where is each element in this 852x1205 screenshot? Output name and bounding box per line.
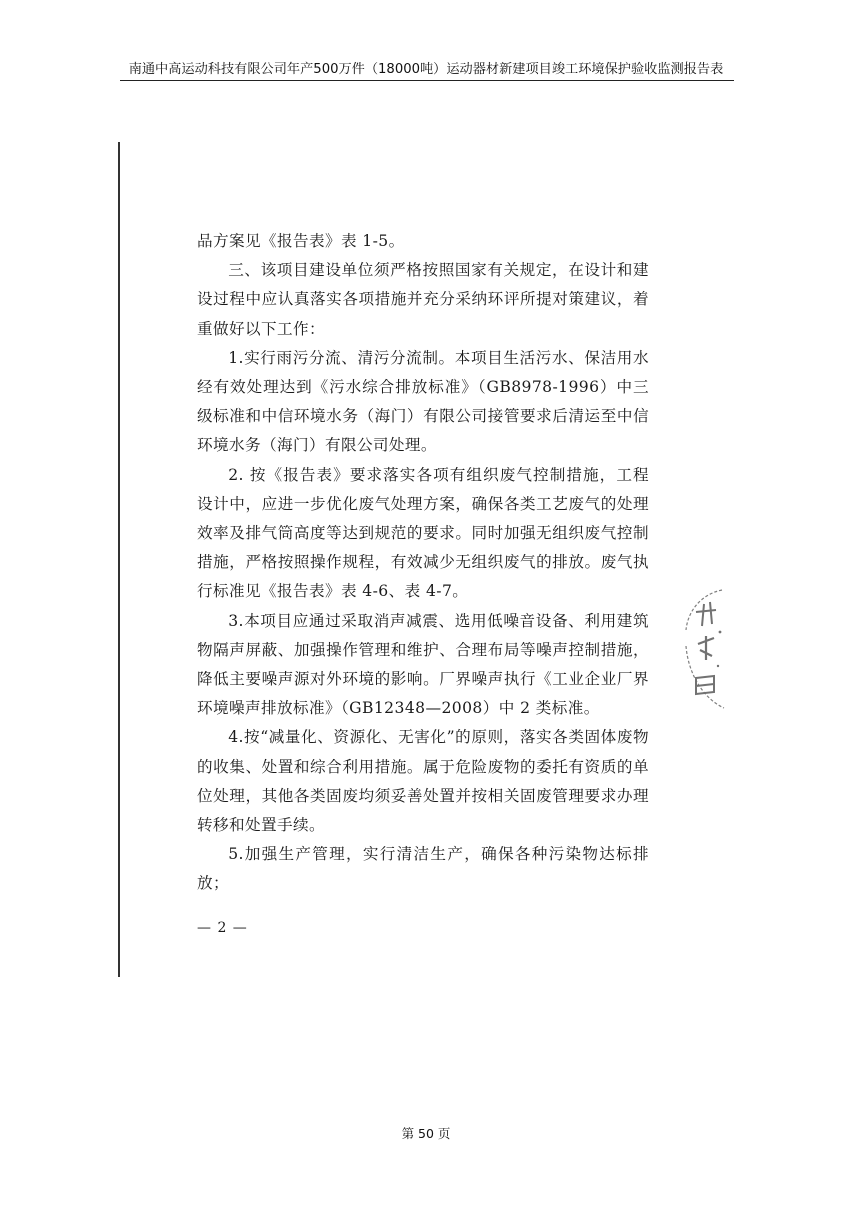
header-divider <box>120 80 734 81</box>
scan-binding-edge <box>118 142 120 977</box>
paragraph-exhaust-gas: 2. 按《报告表》要求落实各项有组织废气控制措施，工程设计中，应进一步优化废气处理方案，确保各类工艺废气的处理效率及排气筒高度等达到规范的要求。同时加强无组织废气控制措施，严格按照操作规程，有效减少无组织废气的排放。废气执行标准见《报告表》表 4-6、表 4-7。 <box>197 465 649 601</box>
paragraph-continuation: 品方案见《报告表》表 1-5。 <box>197 232 405 250</box>
paragraph-item-three: 三、该项目建设单位须严格按照国家有关规定，在设计和建设过程中应认真落实各项措施并充分采纳环评所提对策建议，着重做好以下工作： <box>197 261 649 338</box>
footer-page-number: 第 50 页 <box>401 1126 451 1141</box>
report-header-title: 南通中高运动科技有限公司年产500万件（18000吨）运动器材新建项目竣工环境保护验收监测报告表 <box>128 62 724 77</box>
document-page-number: — 2 — <box>197 920 248 936</box>
paragraph-production-management: 5.加强生产管理，实行清洁生产，确保各种污染物达标排放； <box>197 845 649 893</box>
seal-stamp-fragment <box>682 586 730 714</box>
paragraph-wastewater: 1.实行雨污分流、清污分流制。本项目生活污水、保洁用水经有效处理达到《污水综合排放标准》（GB8978-1996）中三级标准和中信环境水务（海门）有限公司接管要求后清运至中信环境水务（海门）有限公司处理。 <box>197 348 649 455</box>
paragraph-solid-waste: 4.按“减量化、资源化、无害化”的原则，落实各类固体废物的收集、处置和综合利用措施。属于危险废物的委托有资质的单位处理，其他各类固废均须妥善处置并按相关固废管理要求办理转移和处置手续。 <box>197 728 649 835</box>
paragraph-noise: 3.本项目应通过采取消声减震、选用低噪音设备、利用建筑物隔声屏蔽、加强操作管理和维护、合理布局等噪声控制措施，降低主要噪声源对外环境的影响。厂界噪声执行《工业企业厂界环境噪声排放标准》（GB12348—2008）中 2 类标准。 <box>197 611 649 718</box>
document-body <box>197 227 649 899</box>
